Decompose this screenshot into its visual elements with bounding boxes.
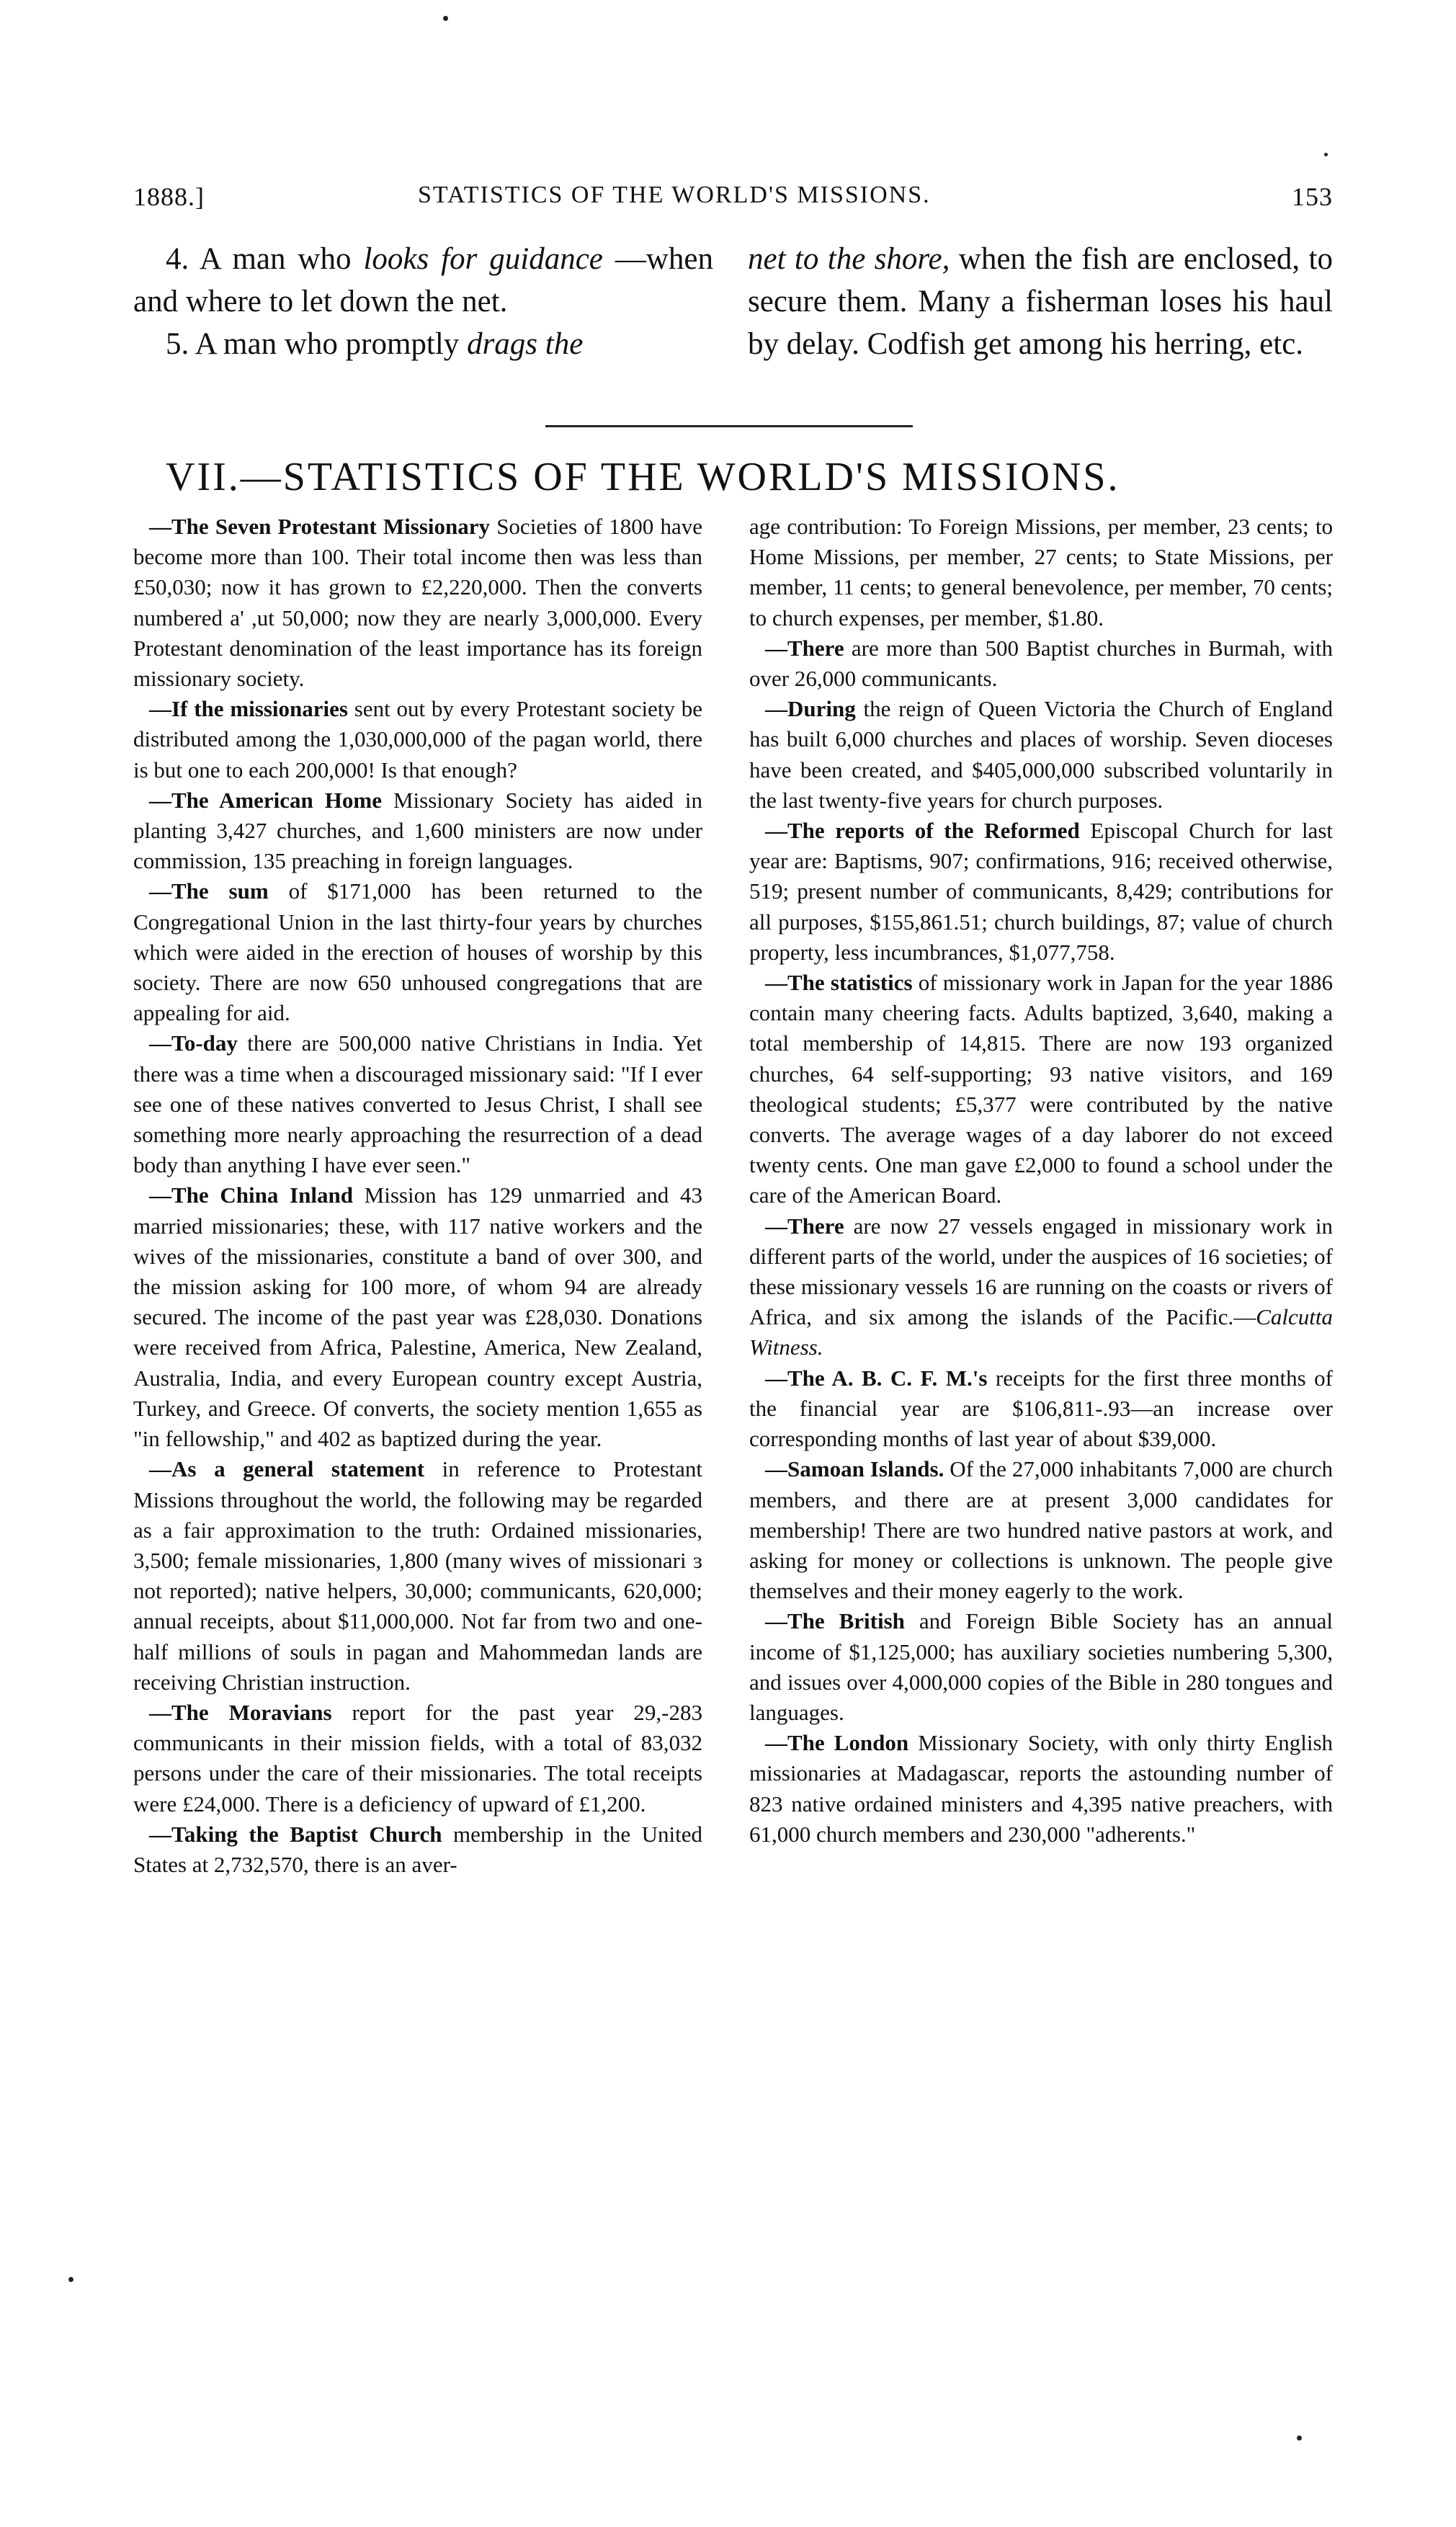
paragraph: —The Moravians report for the past year 29,-283 communicants in their mission fields, with a total of 83,032 persons under the care of their missionaries. The total receipts were £24,000. There is a deficiency of upward of £1,200. (133, 1699, 702, 1817)
paragraph: —Taking the Baptist Church membership in the United States at 2,732,570, there is an aver- (133, 1821, 702, 1877)
left-column (133, 512, 702, 1880)
section-divider (545, 425, 913, 427)
right-column (749, 512, 1333, 1850)
ink-speck (443, 16, 448, 21)
paragraph: —The American Home Missionary Society has aided in planting 3,427 churches, and 1,600 ministers are now under commission, 135 preaching in foreign languages. (133, 787, 702, 874)
intro-left-column (133, 238, 713, 365)
intro-item-4: 4. A man who looks for guidance —when and where to let down the net. (133, 242, 713, 318)
paragraph: —The statistics of missionary work in Japan for the year 1886 contain many cheering facts. Adults baptized, 3,640, making a total membership of 14,815. There are now 193 organized churches, 64 self-supporting; 93 native visitors, and 169 theological students; £5,377 were contributed by the native converts. The average wages of a day laborer do not exceed twenty cents. One man gave £2,000 to found a school under the care of the American Board. (749, 970, 1333, 1208)
ink-speck (68, 2277, 73, 2282)
paragraph: —As a general statement in reference to Protestant Missions throughout the world, the following may be regarded as a fair approximation to the truth: Ordained missionaries, 3,500; female missionaries, 1,800 (many wives of missionari ɜ not reported); native helpers, 30,000; communicants, 620,000; annual receipts, about $11,000,000. Not far from two and one-half millions of souls in pagan and Mahommedan lands are receiving Christian instruction. (133, 1456, 703, 1695)
paragraph: —There are now 27 vessels engaged in missionary work in different parts of the world, under the auspices of 16 societies; of these missionary vessels 16 are running on the coasts or rivers of Africa, and six among the islands of the Pacific.—Calcutta Witness. (749, 1213, 1333, 1360)
paragraph: —The Seven Protestant Missionary Societies of 1800 have become more than 100. Their total income then was less than £50,030; now it has grown to £2,220,000. Then the converts numbered a' ,ut 50,000; now they are nearly 3,000,000. Every Protestant denomination of the least importance has its foreign missionary society. (133, 514, 703, 692)
header-title: STATISTICS OF THE WORLD'S MISSIONS. (418, 182, 931, 208)
header-year: 1888.] (133, 182, 205, 211)
ink-speck (1297, 2435, 1302, 2441)
paragraph: —The China Inland Mission has 129 unmarried and 43 married missionaries; these, with 117 native workers and the wives of the missionaries, constitute a band of over 300, and the mission asking for 100 more, of whom 94 are already secured. The income of the past year was £28,030. Donations were received from Africa, Palestine, America, New Zealand, Australia, India, and every European country except Austria, Turkey, and Greece. Of converts, the society mention 1,655 as "in fellowship," and 402 as baptized during the year. (133, 1182, 703, 1452)
intro-item-5-continued: net to the shore, when the fish are enclosed, to secure them. Many a fisherman loses his haul by delay. Codfish get among his herring, etc. (748, 242, 1334, 361)
paragraph: —The reports of the Reformed Episcopal Church for last year are: Baptisms, 907; confirmations, 916; received otherwise, 519; present number of communicants, 8,429; contributions for all purposes, $155,861.51; church buildings, 87; value of church property, less incumbrances, $1,077,758. (749, 818, 1333, 965)
citation: Calcutta Witness. (749, 1304, 1333, 1360)
intro-right-column (748, 238, 1333, 365)
ink-speck (1324, 153, 1328, 156)
running-header (133, 182, 1333, 225)
paragraph: —The London Missionary Society, with only thirty English missionaries at Madagascar, reports the astounding number of 823 native ordained ministers and 4,395 native preachers, with 61,000 church members and 230,000 "adherents." (749, 1730, 1334, 1847)
intro-item-5: 5. A man who promptly drags the (166, 327, 584, 361)
paragraph: —The British and Foreign Bible Society has an annual income of $1,125,000; has auxiliary societies numbering 5,300, and issues over 4,000,000 copies of the Bible in 280 tongues and languages. (749, 1608, 1333, 1725)
paragraph-continued: age contribution: To Foreign Missions, per member, 23 cents; to Home Missions, per member, 27 cents; to State Missions, per member, 11 cents; to general benevolence, per member, 70 cents; to church expenses, per member, $1.80. (749, 514, 1333, 630)
section-title: VII.—STATISTICS OF THE WORLD'S MISSIONS. (166, 455, 1120, 499)
paragraph: —The A. B. C. F. M.'s receipts for the first three months of the financial year are $106,811-.93—an increase over corresponding months of last year of about $39,000. (749, 1365, 1333, 1452)
page-number: 153 (1292, 182, 1333, 211)
paragraph: —The sum of $171,000 has been returned to the Congregational Union in the last thirty-four years by churches which were aided in the erection of houses of worship by this society. There are now 650 unhoused congregations that are appealing for aid. (133, 878, 702, 1026)
paragraph: —If the missionaries sent out by every Protestant society be distributed among the 1,030,000,000 of the pagan world, there is but one to each 200,000! Is that enough? (133, 696, 702, 783)
paragraph: —During the reign of Queen Victoria the Church of England has built 6,000 churches and places of worship. Seven dioceses have been created, and $405,000,000 subscribed voluntarily in the last twenty-five years for church purposes. (749, 696, 1333, 813)
paragraph: —Samoan Islands. Of the 27,000 inhabitants 7,000 are church members, and there are at present 3,000 candidates for membership! There are two hundred native pastors at work, and asking for money or collections is unknown. The people give themselves and their money eagerly to the work. (749, 1456, 1333, 1604)
paragraph: —To-day there are 500,000 native Christians in India. Yet there was a time when a discouraged missionary said: "If I ever see one of these natives converted to Jesus Christ, I shall see something more nearly approaching the resurrection of a dead body than anything I have ever seen." (133, 1030, 702, 1178)
paragraph: —There are more than 500 Baptist churches in Burmah, with over 26,000 communicants. (749, 635, 1333, 692)
